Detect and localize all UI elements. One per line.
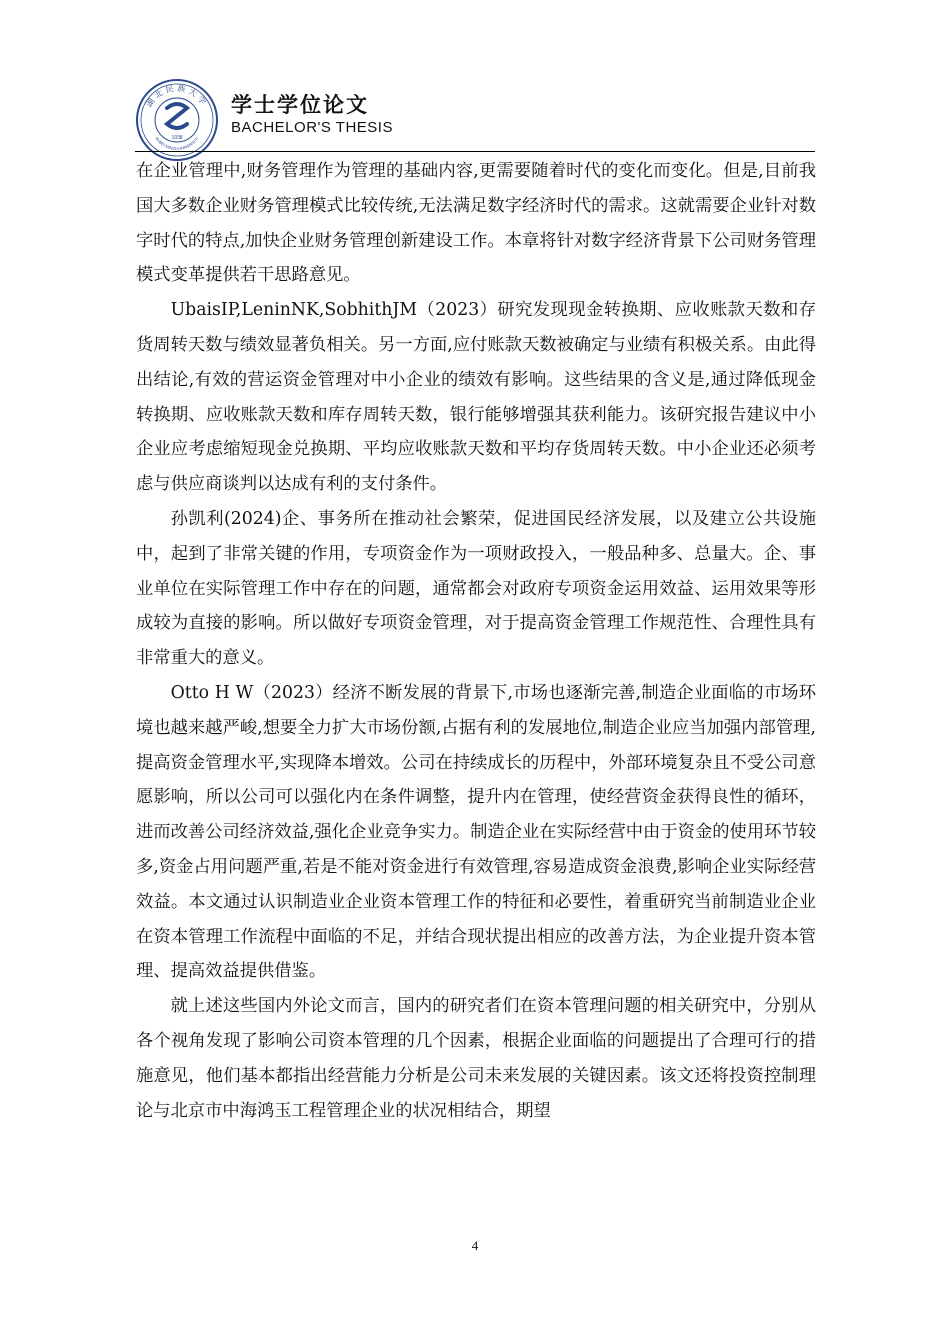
thesis-title-cn: 学士学位论文 bbox=[231, 92, 369, 117]
body-text bbox=[136, 154, 816, 1128]
paragraph: 就上述这些国内外论文而言，国内的研究者们在资本管理问题的相关研究中，分别从各个视角发现了影响公司资本管理的几个因素，根据企业面临的问题提出了合理可行的措施意见，他们基本都指出经营能力分析是公司未来发展的关键因素。该文还将投资控制理论与北京市中海鸿玉工程管理企业的状况相结合，期望 bbox=[136, 996, 816, 1121]
paragraph: 孙凯利(2024)企、事务所在推动社会繁荣，促进国民经济发展，以及建立公共设施中，起到了非常关键的作用，专项资金作为一项财政投入，一般品种多、总量大。企、事业单位在实际管理工作中存在的问题，通常都会对政府专项资金运用效益、运用效果等形成较为直接的影响。所以做好专项资金管理，对于提高资金管理工作规范性、合理性具有非常重大的意义。 bbox=[136, 508, 816, 669]
thesis-title-en: BACHELOR'S THESIS bbox=[231, 119, 393, 136]
svg-text:1938: 1938 bbox=[171, 135, 183, 141]
svg-text:湖北民族大学: 湖北民族大学 bbox=[144, 83, 210, 109]
paragraph: 在企业管理中,财务管理作为管理的基础内容,更需要随着时代的变化而变化。但是,目前我国大多数企业财务管理模式比较传统,无法满足数字经济时代的需求。这就需要企业针对数字时代的特点,加快企业财务管理创新建设工作。本章将针对数字经济背景下公司财务管理模式变革提供若干思路意见。 bbox=[136, 161, 816, 286]
header-divider bbox=[135, 151, 815, 152]
svg-text:HUBEI MINZU UNIVERSITY: HUBEI MINZU UNIVERSITY bbox=[154, 135, 200, 152]
paragraph: UbaisIP,LeninNK,SobhithJM（2023）研究发现现金转换期、应收账款天数和存货周转天数与绩效显著负相关。另一方面,应付账款天数被确定与业绩有积极关系。由此得出结论,有效的营运资金管理对中小企业的绩效有影响。这些结果的含义是,通过降低现金转换期、应收账款天数和库存周转天数，银行能够增强其获利能力。该研究报告建议中小企业应考虑缩短现金兑换期、平均应收账款天数和平均存货周转天数。中小企业还必须考虑与供应商谈判以达成有利的支付条件。 bbox=[136, 300, 816, 495]
university-seal-logo bbox=[135, 78, 219, 162]
page-number: 4 bbox=[471, 1238, 479, 1253]
paragraph: Otto H W（2023）经济不断发展的背景下,市场也逐渐完善,制造企业面临的市场环境也越来越严峻,想要全力扩大市场份额,占据有利的发展地位,制造企业应当加强内部管理,提高资金管理水平,实现降本增效。公司在持续成长的历程中，外部环境复杂且不受公司意愿影响，所以公司可以强化内在条件调整，提升内在管理，使经营资金获得良性的循环，进而改善公司经济效益,强化企业竞争实力。制造企业在实际经营中由于资金的使用环节较多,资金占用问题严重,若是不能对资金进行有效管理,容易造成资金浪费,影响企业实际经营效益。本文通过认识制造业企业资本管理工作的特征和必要性，着重研究当前制造业企业在资本管理工作流程中面临的不足，并结合现状提出相应的改善方法，为企业提升资本管理、提高效益提供借鉴。 bbox=[136, 682, 816, 982]
page-header bbox=[135, 78, 815, 150]
